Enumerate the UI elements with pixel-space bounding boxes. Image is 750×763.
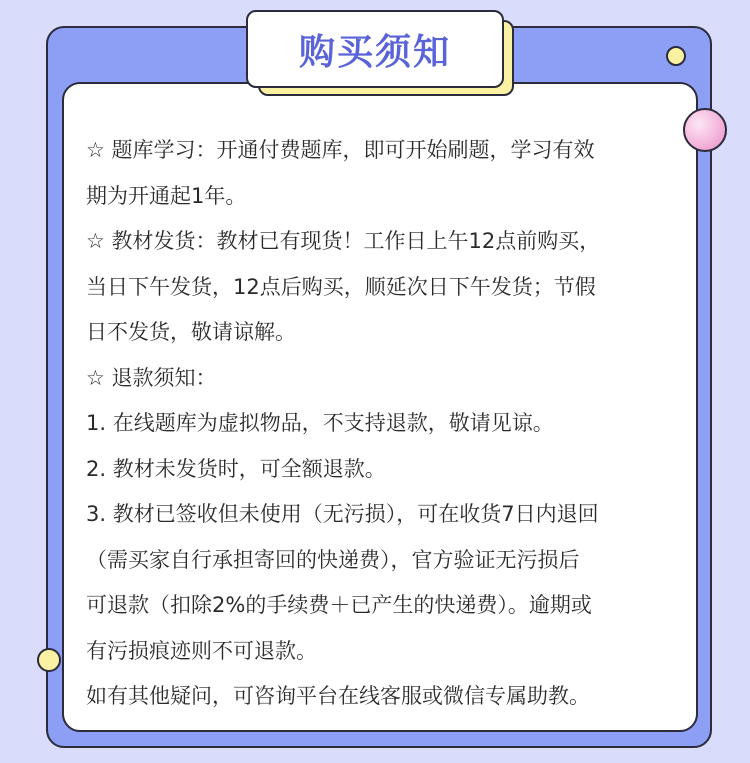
decorative-bubble-pink — [683, 108, 727, 152]
notice-line: ☆ 题库学习：开通付费题库，即可开始刷题，学习有效 — [86, 138, 595, 162]
notice-line: ☆ 教材发货：教材已有现货！工作日上午12点前购买， — [86, 229, 601, 253]
notice-line: 如有其他疑问，可咨询平台在线客服或微信专属助教。 — [86, 684, 590, 708]
notice-line: 有污损痕迹则不可退款。 — [86, 638, 317, 663]
notice-line: 3. 教材已签收但未使用（无污损），可在收货7日内退回 — [86, 502, 599, 526]
page-title: 购买须知 — [298, 31, 451, 73]
notice-line: 可退款（扣除2%的手续费＋已产生的快递费）。逾期或 — [86, 593, 592, 617]
notice-line: 期为开通起1年。 — [86, 183, 247, 208]
notice-line: ☆ 退款须知： — [86, 365, 217, 390]
notice-line: （需买家自行承担寄回的快递费），官方验证无污损后 — [86, 547, 580, 572]
notice-line: 日不发货，敬请谅解。 — [86, 320, 296, 344]
notice-line: 1. 在线题库为虚拟物品，不支持退款，敬请见谅。 — [86, 411, 554, 435]
title-box — [246, 10, 504, 88]
notice-content — [86, 128, 684, 720]
notice-line: 当日下午发货，12点后购买，顺延次日下午发货；节假 — [86, 274, 596, 299]
notice-line: 2. 教材未发货时，可全额退款。 — [86, 456, 386, 481]
decorative-dot-yellow-left — [37, 648, 61, 672]
decorative-dot-yellow-top — [666, 46, 686, 66]
